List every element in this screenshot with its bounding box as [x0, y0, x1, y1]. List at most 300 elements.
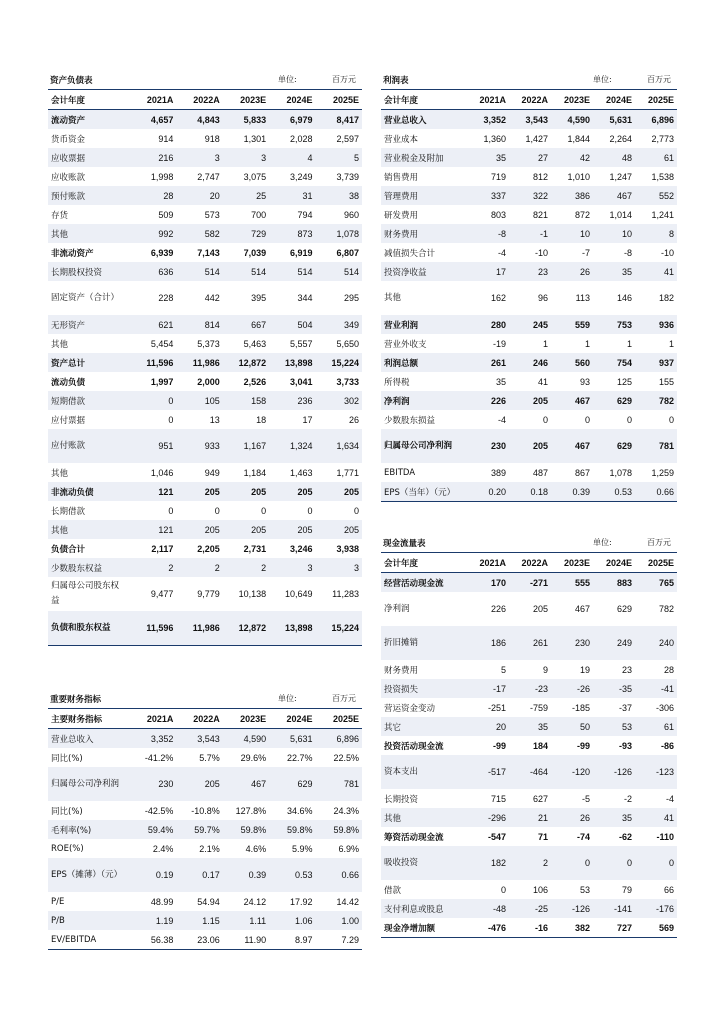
- row-value: 13,898: [269, 353, 315, 372]
- column-header-year: 2021A: [130, 90, 176, 110]
- row-label: 无形资产: [48, 315, 130, 334]
- row-value: 125: [616, 376, 632, 387]
- row-label: 少数股东权益: [48, 558, 130, 577]
- row-value: 1: [626, 338, 632, 349]
- table-row: [48, 520, 362, 539]
- row-value: 24.3%: [333, 805, 359, 816]
- row-value: -4: [497, 247, 506, 258]
- row-value: -547: [487, 831, 506, 842]
- column-header-year: 2025E: [316, 90, 362, 110]
- row-value: 6,939: [150, 247, 174, 258]
- table-row: [48, 911, 362, 930]
- row-value: 992: [130, 224, 176, 243]
- table-row: [48, 243, 362, 262]
- row-value: 249: [593, 626, 635, 660]
- column-header-year: 2023E: [223, 90, 269, 110]
- row-value: 236: [269, 391, 315, 410]
- row-value: 42: [551, 148, 593, 167]
- row-value: 0: [261, 505, 267, 516]
- row-label: EPS（摊薄）（元）: [48, 858, 130, 892]
- row-value: -110: [656, 831, 674, 842]
- row-label: 筹资活动现金流: [384, 832, 444, 843]
- row-value: 21: [509, 808, 551, 827]
- row-value: 3,075: [243, 171, 267, 182]
- row-value: 0: [635, 846, 677, 880]
- row-value: 2,205: [197, 543, 220, 554]
- cash-flow-title: 现金流量表: [383, 539, 426, 549]
- row-value: 514: [223, 262, 269, 281]
- row-value: 0: [130, 391, 176, 410]
- row-value: -306: [655, 702, 674, 713]
- row-value: 17: [467, 262, 509, 281]
- row-label: 营运资金变动: [384, 703, 436, 714]
- row-value: 514: [176, 262, 222, 281]
- row-value: 205: [223, 520, 269, 539]
- cash-flow-header: [381, 531, 677, 553]
- row-value: 48: [593, 148, 635, 167]
- row-value: 781: [316, 767, 362, 801]
- row-value: 2: [176, 558, 222, 577]
- row-value: 184: [532, 740, 548, 751]
- table-header-row: [48, 90, 362, 110]
- row-label: 非流动负债: [48, 482, 130, 501]
- row-value: 23: [621, 664, 632, 675]
- row-value: 246: [509, 353, 551, 372]
- row-value: 937: [635, 353, 677, 372]
- row-value: 1,324: [269, 429, 315, 463]
- row-label: 折旧摊销: [381, 626, 467, 660]
- row-value: 205: [532, 603, 548, 614]
- row-value: 2,773: [651, 133, 674, 144]
- row-label: 营业总收入: [48, 729, 130, 749]
- row-value: 4: [269, 148, 315, 167]
- income-statement-table: [381, 90, 677, 502]
- column-header-year: 2024E: [269, 709, 315, 729]
- table-row: [381, 391, 677, 410]
- row-label: 长期投资: [384, 794, 419, 805]
- row-label: 销售费用: [384, 172, 419, 183]
- column-header-year: 2024E: [593, 90, 635, 110]
- row-value: 10: [593, 224, 635, 243]
- row-value: 71: [537, 831, 548, 842]
- row-label: 预付账款: [48, 186, 130, 205]
- row-label: 营业总收入: [381, 110, 467, 130]
- row-value: 1,078: [316, 224, 362, 243]
- row-value: 121: [130, 482, 176, 501]
- table-row: [381, 918, 677, 938]
- row-value: 629: [269, 767, 315, 801]
- row-value: 17.92: [290, 896, 313, 907]
- row-value: 0.53: [269, 858, 315, 892]
- row-value: 23: [509, 262, 551, 281]
- row-value: 19: [579, 664, 590, 675]
- row-value: 11,986: [176, 611, 222, 646]
- row-value: 467: [593, 186, 635, 205]
- table-row: [48, 748, 362, 767]
- row-value: 1,247: [609, 171, 632, 182]
- row-value: 3: [176, 148, 222, 167]
- row-value: 3,938: [336, 543, 359, 554]
- row-value: 127.8%: [235, 805, 267, 816]
- row-label: 应付账款: [48, 429, 130, 463]
- row-value: 1.11: [223, 911, 269, 930]
- row-value: 105: [176, 391, 222, 410]
- row-value: 79: [621, 884, 632, 895]
- row-value: 106: [532, 884, 548, 895]
- row-value: 50: [551, 717, 593, 736]
- row-value: -41.2%: [144, 752, 174, 763]
- row-value: -25: [509, 899, 551, 918]
- row-value: 636: [130, 262, 176, 281]
- column-header-year: 2024E: [269, 90, 315, 110]
- row-value: 729: [223, 224, 269, 243]
- balance-sheet-unit: 百万元: [332, 75, 356, 84]
- row-label: 应收账款: [51, 172, 86, 183]
- row-value: 3: [269, 558, 315, 577]
- row-value: 28: [663, 664, 674, 675]
- row-value: 226: [490, 603, 506, 614]
- table-row: [48, 281, 362, 315]
- row-value: -48: [467, 899, 509, 918]
- row-value: 467: [574, 603, 590, 614]
- row-value: 245: [509, 315, 551, 334]
- row-label: 负债合计: [51, 544, 86, 555]
- table-row: [48, 167, 362, 186]
- row-label: 同比(%): [51, 806, 83, 817]
- row-value: -2: [623, 793, 632, 804]
- row-value: 261: [467, 353, 509, 372]
- column-header-year: 2022A: [176, 709, 222, 729]
- row-value: -517: [467, 755, 509, 789]
- row-label: 固定资产（合计）: [51, 292, 120, 303]
- row-value: 59.8%: [223, 820, 269, 839]
- row-value: 31: [269, 186, 315, 205]
- row-value: 514: [316, 262, 362, 281]
- row-value: -271: [509, 573, 551, 593]
- table-row: [381, 463, 677, 482]
- table-row: [48, 892, 362, 911]
- row-value: -251: [487, 702, 506, 713]
- row-value: 35: [467, 148, 509, 167]
- row-value: 205: [316, 482, 362, 501]
- row-value: 573: [204, 209, 220, 220]
- table-row: [381, 808, 677, 827]
- cash-flow-unit-label: 单位:: [593, 538, 612, 547]
- row-value: 56.38: [130, 930, 176, 950]
- row-label: 研发费用: [384, 210, 419, 221]
- row-value: 936: [635, 315, 677, 334]
- table-row: [381, 899, 677, 918]
- row-value: 9,477: [150, 588, 174, 599]
- income-statement-unit: 百万元: [647, 75, 671, 84]
- table-row: [381, 262, 677, 281]
- table-row: [48, 372, 362, 391]
- row-value: 514: [269, 262, 315, 281]
- row-value: 205: [269, 520, 315, 539]
- row-value: 569: [635, 918, 677, 938]
- table-row: [48, 205, 362, 224]
- row-value: 61: [635, 148, 677, 167]
- row-value: 0.53: [593, 482, 635, 502]
- row-label: EV/EBITDA: [48, 930, 130, 950]
- row-value: 26: [551, 808, 593, 827]
- row-value: 93: [579, 376, 590, 387]
- row-value: 29.6%: [240, 752, 267, 763]
- key-metrics-table: [48, 709, 362, 950]
- row-label: 减值损失合计: [384, 248, 436, 259]
- row-value: 2: [130, 558, 176, 577]
- column-header-year: 2024E: [593, 553, 635, 573]
- row-value: 1,010: [567, 171, 590, 182]
- row-value: 0.19: [130, 858, 176, 892]
- table-row: [48, 611, 362, 646]
- row-value: 781: [635, 429, 677, 463]
- row-label: 其它: [381, 717, 467, 736]
- row-value: 228: [158, 292, 174, 303]
- row-value: 11,596: [130, 353, 176, 372]
- row-value: 14.42: [336, 896, 359, 907]
- row-value: 182: [658, 292, 674, 303]
- row-value: 2,597: [336, 133, 359, 144]
- row-value: -74: [576, 831, 590, 842]
- table-row: [381, 789, 677, 808]
- row-value: 3,543: [509, 110, 551, 130]
- row-value: 0: [668, 414, 674, 425]
- row-value: 0.66: [316, 858, 362, 892]
- cash-flow-table: [381, 553, 677, 938]
- table-row: [48, 148, 362, 167]
- table-row: [48, 353, 362, 372]
- row-label: 吸收投资: [381, 846, 467, 880]
- column-header-year: 2022A: [509, 553, 551, 573]
- row-value: 872: [574, 209, 590, 220]
- income-statement-title: 利润表: [383, 76, 409, 86]
- table-row: [381, 660, 677, 679]
- column-header-year: 2025E: [635, 90, 677, 110]
- row-label: 所得税: [384, 377, 410, 388]
- row-value: 0: [168, 505, 174, 516]
- row-value: 5,650: [336, 338, 359, 349]
- row-value: 1,014: [609, 209, 632, 220]
- row-value: -16: [509, 918, 551, 938]
- table-row: [48, 482, 362, 501]
- row-value: 12,872: [223, 353, 269, 372]
- row-value: -10.8%: [191, 805, 220, 816]
- row-value: 2,526: [243, 376, 267, 387]
- row-value: 3,739: [336, 171, 359, 182]
- row-value: 883: [593, 573, 635, 593]
- row-value: -86: [660, 740, 674, 751]
- row-value: 0: [584, 414, 590, 425]
- row-value: 121: [130, 520, 176, 539]
- row-value: 1,167: [223, 429, 269, 463]
- table-row: [381, 827, 677, 846]
- row-value: 6.9%: [338, 843, 359, 854]
- row-value: 146: [616, 292, 632, 303]
- row-value: -464: [509, 755, 551, 789]
- row-value: 205: [176, 482, 222, 501]
- row-value: 1,301: [243, 133, 267, 144]
- table-row: [381, 281, 677, 315]
- row-value: 25: [223, 186, 269, 205]
- row-value: 382: [551, 918, 593, 938]
- key-metrics-unit: 百万元: [332, 694, 356, 703]
- table-row: [381, 880, 677, 899]
- row-label: 应付票据: [51, 415, 86, 426]
- row-value: 15,224: [316, 611, 362, 646]
- row-label: 流动资产: [48, 110, 130, 130]
- row-value: 509: [158, 209, 174, 220]
- row-value: -62: [618, 831, 632, 842]
- row-value: 753: [593, 315, 635, 334]
- row-value: 8,417: [316, 110, 362, 130]
- table-row: [381, 129, 677, 148]
- row-value: 170: [467, 573, 509, 593]
- row-value: 7.29: [316, 930, 362, 950]
- row-label: 现金净增加额: [381, 918, 467, 938]
- row-value: 1,538: [651, 171, 674, 182]
- row-value: 386: [551, 186, 593, 205]
- table-row: [48, 801, 362, 820]
- row-value: 1.19: [130, 911, 176, 930]
- row-value: 22.5%: [333, 752, 359, 763]
- table-row: [381, 243, 677, 262]
- table-row: [381, 410, 677, 429]
- row-value: 782: [635, 391, 677, 410]
- table-row: [381, 186, 677, 205]
- row-value: 10,649: [285, 588, 313, 599]
- table-row: [381, 736, 677, 755]
- table-row: [48, 577, 362, 611]
- row-value: 559: [551, 315, 593, 334]
- table-row: [48, 391, 362, 410]
- column-header-year: 2021A: [467, 90, 509, 110]
- row-value: -176: [635, 899, 677, 918]
- row-value: -120: [551, 755, 593, 789]
- row-value: 0: [551, 846, 593, 880]
- row-value: 504: [269, 315, 315, 334]
- row-value: 5.7%: [199, 752, 220, 763]
- column-header-year: 2023E: [551, 90, 593, 110]
- row-value: -126: [551, 899, 593, 918]
- row-label: 货币资金: [51, 134, 86, 145]
- row-value: 35: [509, 717, 551, 736]
- row-value: 3,041: [290, 376, 313, 387]
- row-label: 毛利率(%): [48, 820, 130, 839]
- row-value: 918: [204, 133, 220, 144]
- row-value: 442: [204, 292, 220, 303]
- row-value: -35: [593, 679, 635, 698]
- row-value: 5,631: [269, 729, 315, 749]
- row-value: 467: [551, 429, 593, 463]
- row-value: 205: [509, 429, 551, 463]
- row-label: 其他: [384, 292, 402, 303]
- row-value: 205: [223, 482, 269, 501]
- row-value: 667: [223, 315, 269, 334]
- row-value: 914: [158, 133, 174, 144]
- row-value: 6,807: [336, 247, 359, 258]
- row-label: 利润总额: [381, 353, 467, 372]
- row-value: 3,543: [176, 729, 222, 749]
- row-value: -126: [593, 755, 635, 789]
- row-value: 28: [130, 186, 176, 205]
- row-value: 1,046: [150, 467, 174, 478]
- row-value: 715: [490, 793, 506, 804]
- row-value: 754: [593, 353, 635, 372]
- row-value: -19: [492, 338, 506, 349]
- row-value: 2: [223, 558, 269, 577]
- row-value: 3,246: [290, 543, 313, 554]
- row-value: 337: [467, 186, 509, 205]
- row-label: 营业利润: [381, 315, 467, 334]
- row-value: 5,557: [290, 338, 313, 349]
- row-value: 467: [223, 767, 269, 801]
- row-value: 560: [551, 353, 593, 372]
- table-row: [381, 334, 677, 353]
- row-value: 295: [343, 292, 359, 303]
- row-label: 归属母公司股东权益: [51, 581, 120, 606]
- row-value: 2.1%: [199, 843, 220, 854]
- table-row: [381, 846, 677, 880]
- table-row: [381, 679, 677, 698]
- row-value: 1.06: [269, 911, 315, 930]
- row-value: -185: [571, 702, 590, 713]
- table-row: [381, 482, 677, 502]
- row-value: 4,657: [130, 110, 176, 130]
- row-label: 净利润: [384, 603, 410, 614]
- row-value: 322: [509, 186, 551, 205]
- row-label: 投资损失: [381, 679, 467, 698]
- row-value: 205: [316, 520, 362, 539]
- row-label: 其他: [48, 520, 130, 539]
- row-label: P/E: [51, 896, 65, 907]
- row-value: 5.9%: [292, 843, 313, 854]
- row-value: 0.39: [223, 858, 269, 892]
- row-label: 长期股权投资: [48, 262, 130, 281]
- row-value: 765: [635, 573, 677, 593]
- column-header-year: 2023E: [223, 709, 269, 729]
- row-value: 17: [302, 414, 313, 425]
- row-value: 205: [269, 482, 315, 501]
- row-value: 4,843: [176, 110, 222, 130]
- row-value: 487: [532, 467, 548, 478]
- row-value: 5,463: [243, 338, 267, 349]
- row-value: 162: [490, 292, 506, 303]
- row-value: 230: [467, 429, 509, 463]
- row-value: 15,224: [316, 353, 362, 372]
- column-header-label: 会计年度: [48, 90, 130, 110]
- row-value: -141: [593, 899, 635, 918]
- balance-sheet-unit-label: 单位:: [278, 75, 297, 84]
- row-value: 11,986: [176, 353, 222, 372]
- column-header-year: 2021A: [467, 553, 509, 573]
- table-row: [381, 755, 677, 789]
- row-value: 113: [575, 292, 590, 303]
- table-header-row: [48, 709, 362, 729]
- table-row: [48, 463, 362, 482]
- row-value: 182: [467, 846, 509, 880]
- row-value: 5,631: [593, 110, 635, 130]
- row-value: 1,997: [150, 376, 174, 387]
- row-label: 同比(%): [51, 753, 83, 764]
- balance-sheet-header: [48, 68, 362, 90]
- row-label: 借款: [384, 885, 402, 896]
- row-value: -99: [576, 740, 590, 751]
- row-value: 1,998: [150, 171, 174, 182]
- table-row: [381, 148, 677, 167]
- row-value: -17: [467, 679, 509, 698]
- table-row: [48, 186, 362, 205]
